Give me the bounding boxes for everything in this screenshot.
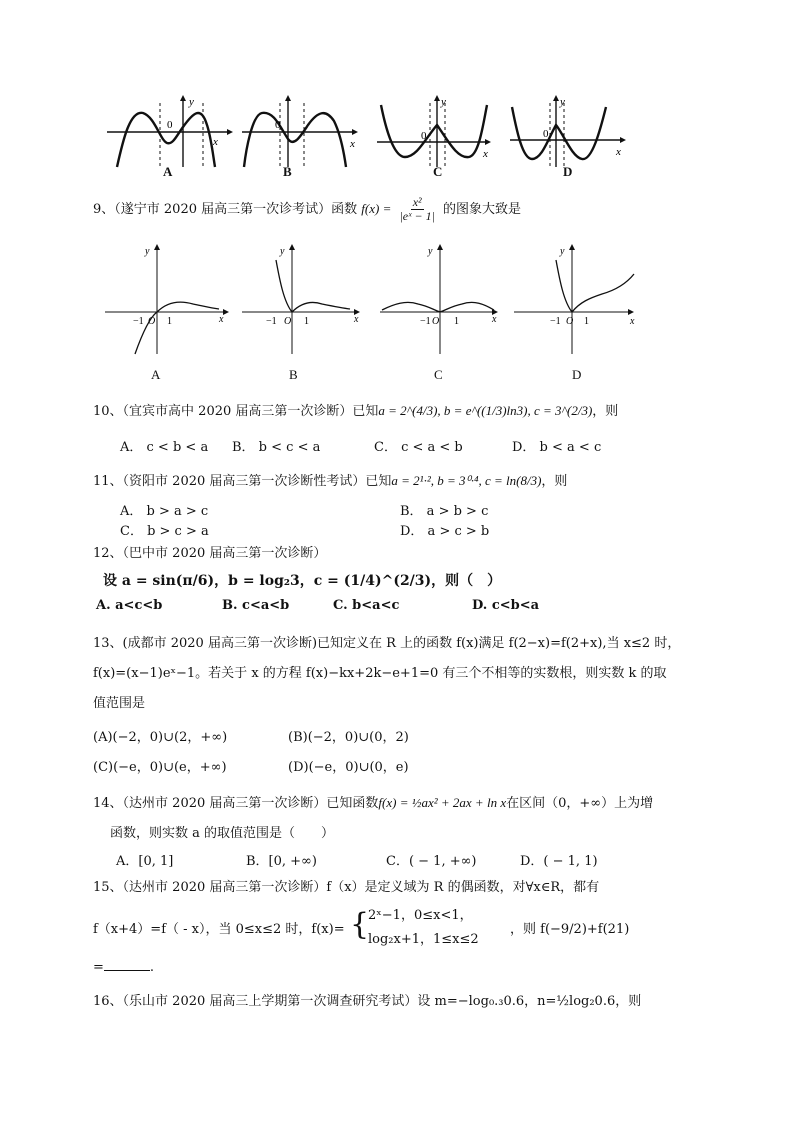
graph-top-c-label: C <box>433 164 443 179</box>
graph-q9-a <box>103 242 233 357</box>
graph-q9-b <box>240 242 370 357</box>
y-label: y <box>560 96 565 108</box>
q13-option-a[interactable]: (A)(−2，0)∪(2，+∞) <box>93 730 228 745</box>
q11-option-c[interactable]: C． b > c > a <box>120 524 209 539</box>
svg-text:1: 1 <box>167 316 172 327</box>
question-14-line2: 函数，则实数 a 的取值范围是（ ） <box>110 826 335 841</box>
question-11: 11、（资阳市 2020 届高三第一次诊断性考试）已知a = 2¹·², b = 3⁰·⁴, c = ln(8/3)，则 <box>93 473 568 489</box>
q15-case-2: log₂x+1，1≤x≤2 <box>368 932 479 947</box>
question-10: 10、（宜宾市高中 2020 届高三第一次诊断）已知a = 2^(4/3), b = e^((1/3)ln3), c = 3^(2/3)，则 <box>93 403 619 419</box>
q15-case-1: 2ˣ−1，0≤x<1， <box>368 908 473 923</box>
q12-option-b[interactable]: B. c<a<b <box>222 598 290 613</box>
graph-q9-d <box>512 242 642 357</box>
x-label: x <box>483 148 488 160</box>
svg-text:y: y <box>145 246 150 257</box>
svg-text:−1: −1 <box>550 316 561 327</box>
x-label: x <box>616 146 621 158</box>
q12-stem: 设 a = sin(π/6)，b = log₂3，c = (1/4)^(2/3)，则（ ） <box>103 573 502 589</box>
svg-text:O: O <box>148 316 156 327</box>
zero-label: 0 <box>421 130 427 142</box>
graph-top-a <box>105 95 235 170</box>
svg-text:−1: −1 <box>133 316 144 327</box>
svg-text:x: x <box>219 314 224 325</box>
graph-top-d-label: D <box>563 164 573 179</box>
svg-text:x: x <box>354 314 359 325</box>
y-label: y <box>189 96 194 108</box>
q11-option-a[interactable]: A． b > a > c <box>120 504 209 519</box>
q12-option-c[interactable]: C. b<a<c <box>333 598 400 613</box>
x-label: x <box>213 136 218 148</box>
svg-text:O: O <box>566 316 574 327</box>
q15-tail: ，则 f(−9/2)+f(21) <box>510 922 630 937</box>
q14-option-c[interactable]: C．( − 1, +∞) <box>386 854 477 869</box>
brace-icon: { <box>350 907 370 942</box>
q13-option-b[interactable]: (B)(−2，0)∪(0，2) <box>288 730 409 745</box>
svg-text:1: 1 <box>584 316 589 327</box>
q14-option-d[interactable]: D．( − 1, 1) <box>520 854 598 869</box>
q11-option-d[interactable]: D． a > c > b <box>400 524 490 539</box>
q11-option-b[interactable]: B． a > b > c <box>400 504 489 519</box>
svg-text:−1: −1 <box>266 316 277 327</box>
q14-option-a[interactable]: A．[0, 1] <box>116 854 174 869</box>
q12-option-d[interactable]: D. c<b<a <box>472 598 540 613</box>
question-14: 14、（达州市 2020 届高三第一次诊断）已知函数f(x) = ½ax² + 2ax + ln x在区间（0，+∞）上为增 <box>93 795 654 811</box>
question-15-line2: f（x+4）=f（ - x），当 0≤x≤2 时，f(x)= <box>93 922 345 937</box>
question-16: 16、（乐山市 2020 届高三上学期第一次调查研究考试）设 m=−log₀.₃0.6，n=½log₂0.6，则 <box>93 994 642 1009</box>
x-label: x <box>350 138 355 150</box>
graph-q9-a-label: A <box>151 367 161 382</box>
q13-option-c[interactable]: (C)(−e，0)∪(e，+∞) <box>93 760 227 775</box>
question-15-line3: = . <box>93 960 155 975</box>
graph-top-b-label: B <box>283 164 292 179</box>
svg-text:x: x <box>630 316 635 327</box>
svg-text:1: 1 <box>454 316 459 327</box>
svg-text:y: y <box>428 246 433 257</box>
question-9: 9、（遂宁市 2020 届高三第一次诊考试）函数 f(x) = $\frac{\text{x²}}{\text{|eˣ − 1|}}$ 的图象大致是 <box>93 195 522 223</box>
graph-q9-c <box>378 242 508 357</box>
graph-q9-c-label: C <box>434 367 443 382</box>
answer-blank[interactable] <box>104 958 150 971</box>
question-15-line1: 15、（达州市 2020 届高三第一次诊断）f（x）是定义域为 R 的偶函数，对∀x∈R，都有 <box>93 880 600 895</box>
question-13-line1: 13、(成都市 2020 届高三第一次诊断)已知定义在 R 上的函数 f(x)满足 f(2−x)=f(2+x),当 x≤2 时， <box>93 636 681 651</box>
svg-text:−1: −1 <box>420 316 431 327</box>
question-13-line3: 值范围是 <box>93 696 146 711</box>
q12-option-a[interactable]: A. a<c<b <box>96 598 163 613</box>
question-12: 12、（巴中市 2020 届高三第一次诊断） <box>93 546 327 561</box>
q10-option-c[interactable]: C． c < a < b <box>374 440 463 455</box>
q10-option-d[interactable]: D． b < a < c <box>512 440 602 455</box>
q13-option-d[interactable]: (D)(−e，0)∪(0，e) <box>288 760 409 775</box>
q14-option-b[interactable]: B．[0, +∞) <box>246 854 317 869</box>
graph-top-c <box>375 95 500 170</box>
graph-top-b <box>240 95 370 170</box>
graph-q9-d-label: D <box>572 367 582 382</box>
q10-option-a[interactable]: A． c < b < a <box>120 440 209 455</box>
zero-label: 0 <box>275 119 281 131</box>
question-13-line2: f(x)=(x−1)eˣ−1。若关于 x 的方程 f(x)−kx+2k−e+1=0 有三个不相等的实数根，则实数 k 的取 <box>93 666 667 681</box>
svg-text:O: O <box>432 316 440 327</box>
svg-text:O: O <box>284 316 292 327</box>
zero-label: 0 <box>543 128 549 140</box>
svg-text:y: y <box>280 246 285 257</box>
q10-option-b[interactable]: B． b < c < a <box>232 440 321 455</box>
svg-text:x: x <box>492 314 497 325</box>
svg-text:1: 1 <box>304 316 309 327</box>
graph-top-d <box>508 95 633 170</box>
svg-text:y: y <box>560 246 565 257</box>
zero-label: 0 <box>167 119 173 131</box>
graph-top-a-label: A <box>163 164 173 179</box>
y-label: y <box>441 96 446 108</box>
graph-q9-b-label: B <box>289 367 298 382</box>
